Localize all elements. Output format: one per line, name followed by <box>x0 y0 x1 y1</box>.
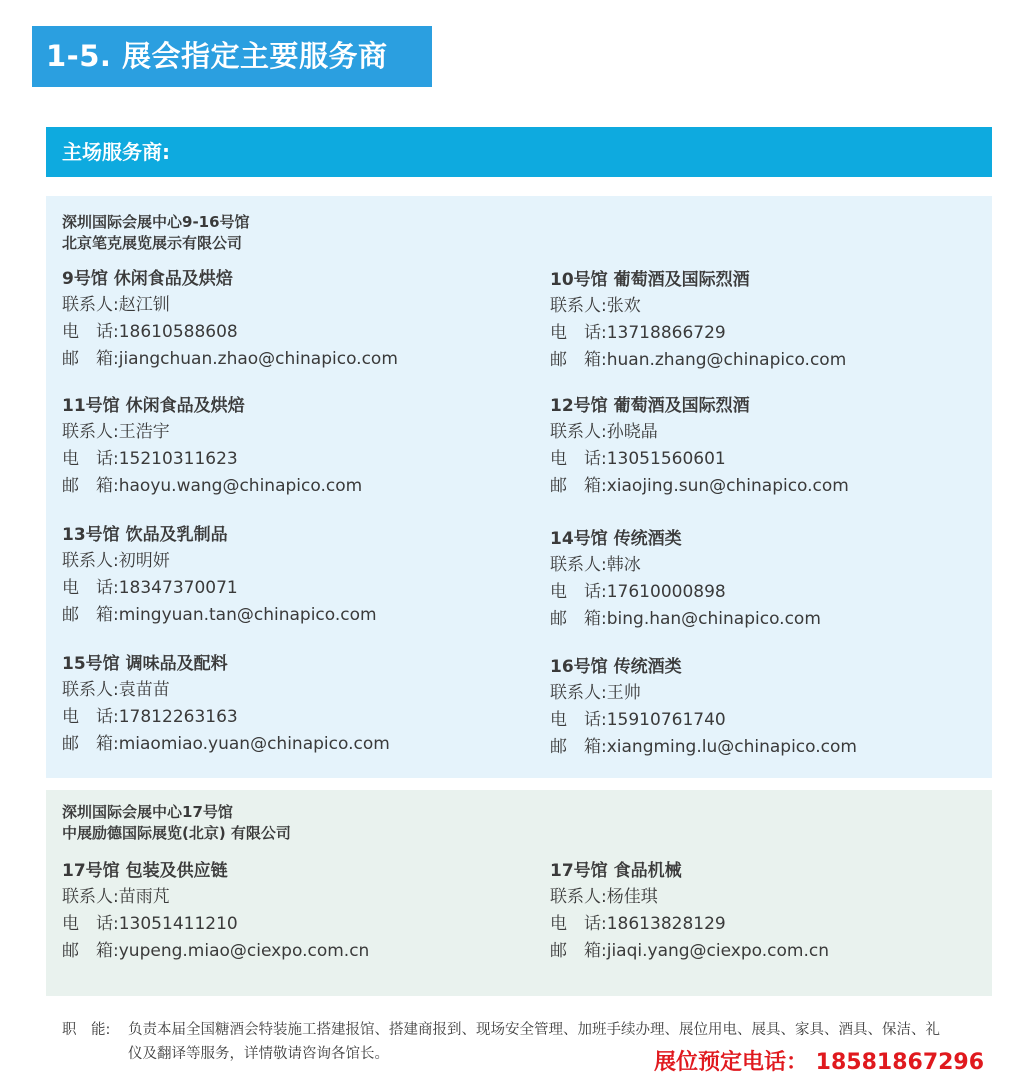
phone-number: 18610588608 <box>118 322 238 342</box>
email-address: bing.han@chinapico.com <box>606 609 821 629</box>
phone-row <box>62 575 502 602</box>
contact-name: 袁苗苗 <box>118 680 170 700</box>
email-row <box>550 347 990 374</box>
phone-label: 电 话: <box>550 582 607 602</box>
hall-card <box>550 393 990 500</box>
hall-title: 14号馆 传统酒类 <box>550 529 682 549</box>
contact-name: 孙晓晶 <box>606 422 658 442</box>
phone-label: 电 话: <box>62 707 119 727</box>
contact-label: 联系人: <box>550 887 607 907</box>
email-address: yupeng.miao@ciexpo.com.cn <box>118 941 370 961</box>
email-address: mingyuan.tan@chinapico.com <box>118 605 377 625</box>
email-row <box>550 938 990 965</box>
phone-number: 13051411210 <box>118 914 238 934</box>
email-label: 邮 箱: <box>550 609 607 629</box>
hall-card <box>550 526 990 633</box>
hall-title: 17号馆 食品机械 <box>550 861 682 881</box>
phone-number: 17812263163 <box>118 707 238 727</box>
contact-label: 联系人: <box>550 296 607 316</box>
company-name: 中展励德国际展览(北京) 有限公司 <box>62 824 291 842</box>
email-address: xiaojing.sun@chinapico.com <box>606 476 849 496</box>
email-label: 邮 箱: <box>62 605 119 625</box>
email-label: 邮 箱: <box>550 737 607 757</box>
hall-title: 9号馆 休闲食品及烘焙 <box>62 269 233 289</box>
contact-row <box>550 680 990 707</box>
contact-label: 联系人: <box>62 551 119 571</box>
contact-label: 联系人: <box>62 422 119 442</box>
contact-label: 联系人: <box>550 555 607 575</box>
phone-label: 电 话: <box>550 710 607 730</box>
email-address: xiangming.lu@chinapico.com <box>606 737 857 757</box>
phone-number: 15910761740 <box>606 710 726 730</box>
hall-card <box>62 522 502 629</box>
email-label: 邮 箱: <box>62 349 119 369</box>
contact-row <box>550 293 990 320</box>
hall-title: 10号馆 葡萄酒及国际烈酒 <box>550 270 750 290</box>
email-row <box>550 734 990 761</box>
company-name: 北京笔克展览展示有限公司 <box>62 234 243 252</box>
email-row <box>62 731 502 758</box>
phone-number: 15210311623 <box>118 449 238 469</box>
contact-name: 苗雨芃 <box>118 887 170 907</box>
email-address: jiangchuan.zhao@chinapico.com <box>118 349 398 369</box>
contact-label: 联系人: <box>550 422 607 442</box>
contact-label: 联系人: <box>550 683 607 703</box>
phone-row <box>62 911 502 938</box>
contact-name: 韩冰 <box>606 555 641 575</box>
venue-line: 深圳国际会展中心9-16号馆 <box>62 213 250 231</box>
email-row <box>62 602 502 629</box>
phone-number: 18347370071 <box>118 578 238 598</box>
hall-title: 13号馆 饮品及乳制品 <box>62 525 228 545</box>
hall-title: 15号馆 调味品及配料 <box>62 654 228 674</box>
venue-panel-2 <box>46 790 992 996</box>
phone-row <box>62 319 502 346</box>
hall-card <box>62 651 502 758</box>
hall-card <box>550 858 990 965</box>
phone-label: 电 话: <box>550 449 607 469</box>
email-label: 邮 箱: <box>62 476 119 496</box>
hall-title: 11号馆 休闲食品及烘焙 <box>62 396 245 416</box>
phone-label: 电 话: <box>550 914 607 934</box>
email-address: haoyu.wang@chinapico.com <box>118 476 363 496</box>
phone-label: 电 话: <box>62 322 119 342</box>
contact-name: 杨佳琪 <box>606 887 658 907</box>
email-row <box>62 938 502 965</box>
booking-hotline: 展位预定电话： 18581867296 <box>654 1050 985 1075</box>
phone-label: 电 话: <box>62 449 119 469</box>
contact-row <box>550 884 990 911</box>
contact-row <box>62 548 502 575</box>
contact-name: 初明妍 <box>118 551 170 571</box>
contact-label: 联系人: <box>62 887 119 907</box>
contact-row <box>62 292 502 319</box>
phone-row <box>550 579 990 606</box>
phone-row <box>550 446 990 473</box>
contact-name: 赵江钏 <box>118 295 170 315</box>
hall-card <box>550 654 990 761</box>
email-label: 邮 箱: <box>62 941 119 961</box>
phone-row <box>62 446 502 473</box>
hall-title: 12号馆 葡萄酒及国际烈酒 <box>550 396 750 416</box>
contact-row <box>62 884 502 911</box>
phone-row <box>550 911 990 938</box>
email-label: 邮 箱: <box>550 350 607 370</box>
hall-card <box>62 393 502 500</box>
phone-row <box>550 320 990 347</box>
phone-number: 18613828129 <box>606 914 726 934</box>
email-label: 邮 箱: <box>62 734 119 754</box>
email-address: miaomiao.yuan@chinapico.com <box>118 734 390 754</box>
section-heading: 主场服务商: <box>46 127 992 177</box>
hall-title: 16号馆 传统酒类 <box>550 657 682 677</box>
email-row <box>62 346 502 373</box>
phone-number: 13718866729 <box>606 323 726 343</box>
phone-number: 13051560601 <box>606 449 726 469</box>
email-address: jiaqi.yang@ciexpo.com.cn <box>606 941 829 961</box>
contact-row <box>62 419 502 446</box>
venue-line: 深圳国际会展中心17号馆 <box>62 803 233 821</box>
email-label: 邮 箱: <box>550 476 607 496</box>
phone-number: 17610000898 <box>606 582 726 602</box>
phone-label: 电 话: <box>550 323 607 343</box>
hall-card <box>62 266 502 373</box>
phone-label: 电 话: <box>62 914 119 934</box>
hall-card <box>62 858 502 965</box>
email-address: huan.zhang@chinapico.com <box>606 350 847 370</box>
contact-name: 王帅 <box>606 683 641 703</box>
venue-panel-1 <box>46 196 992 778</box>
email-row <box>62 473 502 500</box>
phone-label: 电 话: <box>62 578 119 598</box>
contact-row <box>550 419 990 446</box>
email-label: 邮 箱: <box>550 941 607 961</box>
phone-row <box>550 707 990 734</box>
page-title: 1-5. 展会指定主要服务商 <box>32 26 432 87</box>
duty-text: 负责本届全国糖酒会特装施工搭建报馆、搭建商报到、现场安全管理、加班手续办理、展位用电、展具、家具、酒具、保洁、礼仪及翻译等服务，详情敬请咨询各馆长。 <box>128 1022 940 1062</box>
email-row <box>550 606 990 633</box>
hall-title: 17号馆 包装及供应链 <box>62 861 228 881</box>
contact-row <box>62 677 502 704</box>
hall-card <box>550 267 990 374</box>
duty-label: 职 能: <box>62 1022 111 1038</box>
contact-label: 联系人: <box>62 680 119 700</box>
contact-name: 张欢 <box>606 296 641 316</box>
contact-name: 王浩宇 <box>118 422 170 442</box>
phone-row <box>62 704 502 731</box>
email-row <box>550 473 990 500</box>
contact-label: 联系人: <box>62 295 119 315</box>
contact-row <box>550 552 990 579</box>
